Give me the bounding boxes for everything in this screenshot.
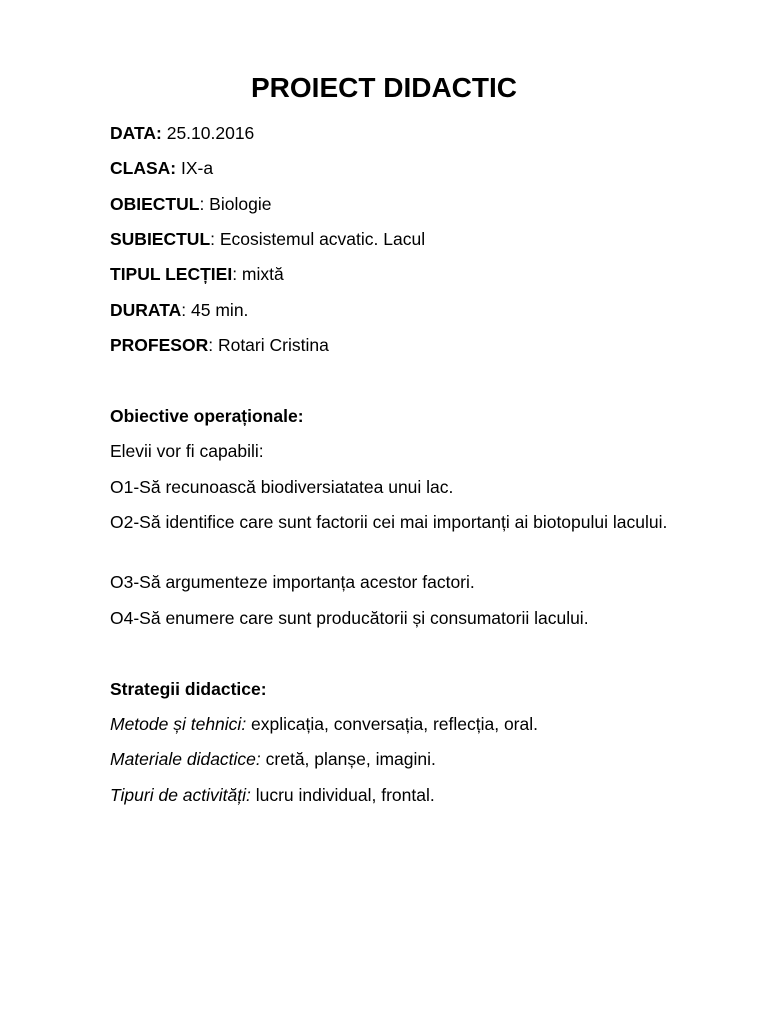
- methods-value: explicația, conversația, reflecția, oral.: [246, 714, 538, 734]
- objective-item: O1-Să recunoască biodiversiatatea unui lac.: [110, 477, 454, 497]
- materials-line: [110, 747, 690, 771]
- objectives-heading: Obiective operaționale:: [110, 406, 304, 426]
- teacher-value: : Rotari Cristina: [208, 335, 329, 355]
- materials-value: cretă, planșe, imagini.: [260, 749, 436, 769]
- date-label: DATA:: [110, 123, 162, 143]
- class-line: [110, 156, 690, 180]
- topic-line: [110, 227, 690, 251]
- teacher-label: PROFESOR: [110, 335, 209, 355]
- objectives-intro: Elevii vor fi capabili:: [110, 441, 264, 461]
- methods-label: Metode și tehnici:: [110, 714, 247, 734]
- date-line: [110, 121, 690, 145]
- duration-value: : 45 min.: [181, 300, 249, 320]
- objective-item: O2-Să identifice care sunt factorii cei mai importanți ai biotopului lacului.: [110, 512, 668, 532]
- date-value: 25.10.2016: [161, 123, 255, 143]
- materials-label: Materiale didactice:: [110, 749, 261, 769]
- lesson-type-label: TIPUL LECȚIEI: [110, 264, 233, 284]
- objective-item: O3-Să argumenteze importanța acestor factori.: [110, 572, 475, 592]
- activity-types-line: [110, 783, 690, 807]
- topic-label: SUBIECTUL: [110, 229, 211, 249]
- subject-label: OBIECTUL: [110, 194, 200, 214]
- lesson-type-value: : mixtă: [232, 264, 284, 284]
- duration-line: [110, 298, 690, 322]
- objective-item: O4-Să enumere care sunt producătorii și consumatorii lacului.: [110, 608, 589, 628]
- strategies-heading: Strategii didactice:: [110, 679, 267, 699]
- methods-line: [110, 712, 690, 736]
- activity-types-value: lucru individual, frontal.: [250, 785, 435, 805]
- subject-line: [110, 192, 690, 216]
- activity-types-label: Tipuri de activități:: [110, 785, 251, 805]
- class-label: CLASA:: [110, 158, 177, 178]
- duration-label: DURATA: [110, 300, 182, 320]
- topic-value: : Ecosistemul acvatic. Lacul: [210, 229, 426, 249]
- subject-value: : Biologie: [199, 194, 272, 214]
- class-value: IX-a: [176, 158, 214, 178]
- document-title: PROIECT DIDACTIC: [251, 72, 517, 103]
- teacher-line: [110, 333, 690, 357]
- lesson-type-line: [110, 262, 690, 286]
